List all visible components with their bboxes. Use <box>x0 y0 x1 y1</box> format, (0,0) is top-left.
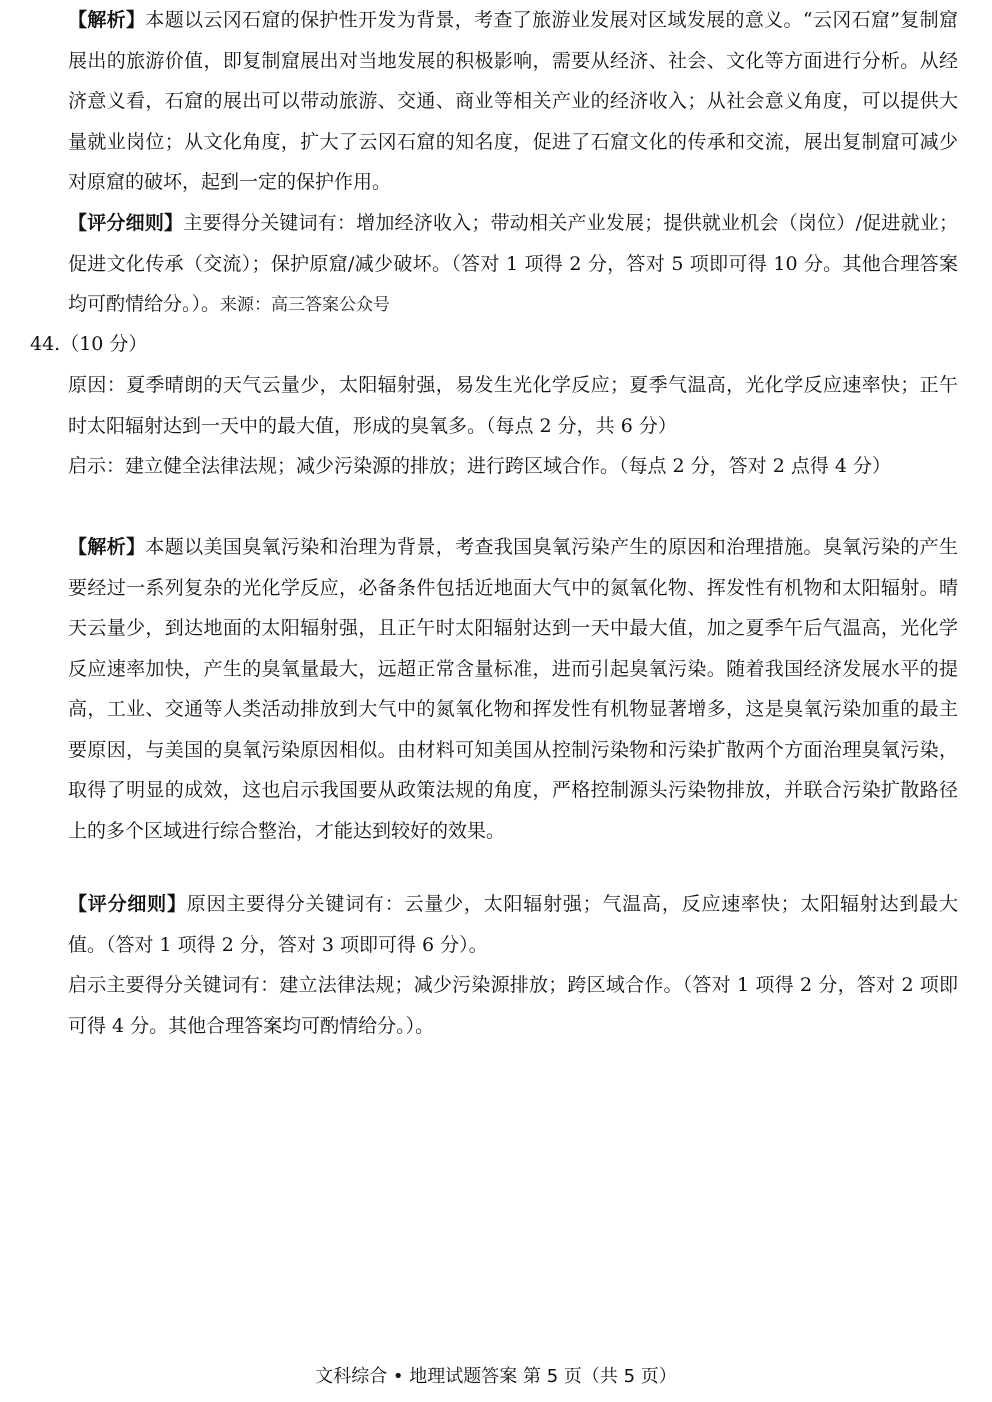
scoring-paragraph-1 <box>68 203 958 326</box>
analysis-paragraph-1 <box>68 0 958 203</box>
analysis-text: 本题以美国臭氧污染和治理为背景，考查我国臭氧污染产生的原因和治理措施。臭氧污染的产生要经过一系列复杂的光化学反应，必备条件包括近地面大气中的氮氧化物、挥发性有机物和太阳辐射。晴天云量少，到达地面的太阳辐射强，且正午时太阳辐射达到一天中最大值，加之夏季午后气温高，光化学反应速率加快，产生的臭氧量最大，远超正常含量标准，进而引起臭氧污染。随着我国经济发展水平的提高，工业、交通等人类活动排放到大气中的氮氧化物和挥发性有机物显著增多，这是臭氧污染加重的最主要原因，与美国的臭氧污染原因相似。由材料可知美国从控制污染物和污染扩散两个方面治理臭氧污染，取得了明显的成效，这也启示我国要从政策法规的角度，严格控制源头污染物排放，并联合污染扩散路径上的多个区域进行综合整治，才能达到较好的效果。 <box>68 536 958 842</box>
insight-paragraph: 启示：建立健全法律法规；减少污染源的排放；进行跨区域合作。（每点 2 分，答对 2 点得 4 分） <box>68 455 892 477</box>
analysis-text: 本题以云冈石窟的保护性开发为背景，考查了旅游业发展对区域发展的意义。“云冈石窟”复制窟展出的旅游价值，即复制窟展出对当地发展的积极影响，需要从经济、社会、文化等方面进行分析。从经济意义看，石窟的展出可以带动旅游、交通、商业等相关产业的经济收入；从社会意义角度，可以提供大量就业岗位；从文化角度，扩大了云冈石窟的知名度，促进了石窟文化的传承和交流，展出复制窟可减少对原窟的破坏，起到一定的保护作用。 <box>68 9 958 193</box>
scoring-tag: 【评分细则】 <box>68 212 184 234</box>
analysis-tag: 【解析】 <box>68 9 146 31</box>
analysis-tag: 【解析】 <box>68 536 146 558</box>
scoring-text: 主要得分关键词有：增加经济收入；带动相关产业发展；提供就业机会（岗位）/促进就业；促进文化传承（交流）；保护原窟/减少破坏。（答对 1 项得 2 分，答对 5 项即可得 10 分。其他合理答案均可酌情给分。）。 <box>68 212 958 315</box>
scoring-paragraph-2 <box>68 884 958 965</box>
source-note: 来源：高三答案公众号 <box>220 295 391 315</box>
scoring-text: 原因主要得分关键词有：云量少，太阳辐射强；气温高，反应速率快；太阳辐射达到最大值。（答对 1 项得 2 分，答对 3 项即可得 6 分）。 <box>68 893 958 956</box>
question-number: 44.（10 分） <box>30 333 148 355</box>
page-footer: 文科综合 • 地理试题答案 第 5 页（共 5 页） <box>315 1366 677 1387</box>
analysis-paragraph-2 <box>68 527 958 851</box>
scoring-tag: 【评分细则】 <box>68 893 187 915</box>
scoring-paragraph-3: 启示主要得分关键词有：建立法律法规；减少污染源排放；跨区域合作。（答对 1 项得 2 分，答对 2 项即可得 4 分。其他合理答案均可酌情给分。）。 <box>68 974 958 1037</box>
reason-paragraph: 原因：夏季晴朗的天气云量少，太阳辐射强，易发生光化学反应；夏季气温高，光化学反应速率快；正午时太阳辐射达到一天中的最大值，形成的臭氧多。（每点 2 分，共 6 分） <box>68 374 958 437</box>
